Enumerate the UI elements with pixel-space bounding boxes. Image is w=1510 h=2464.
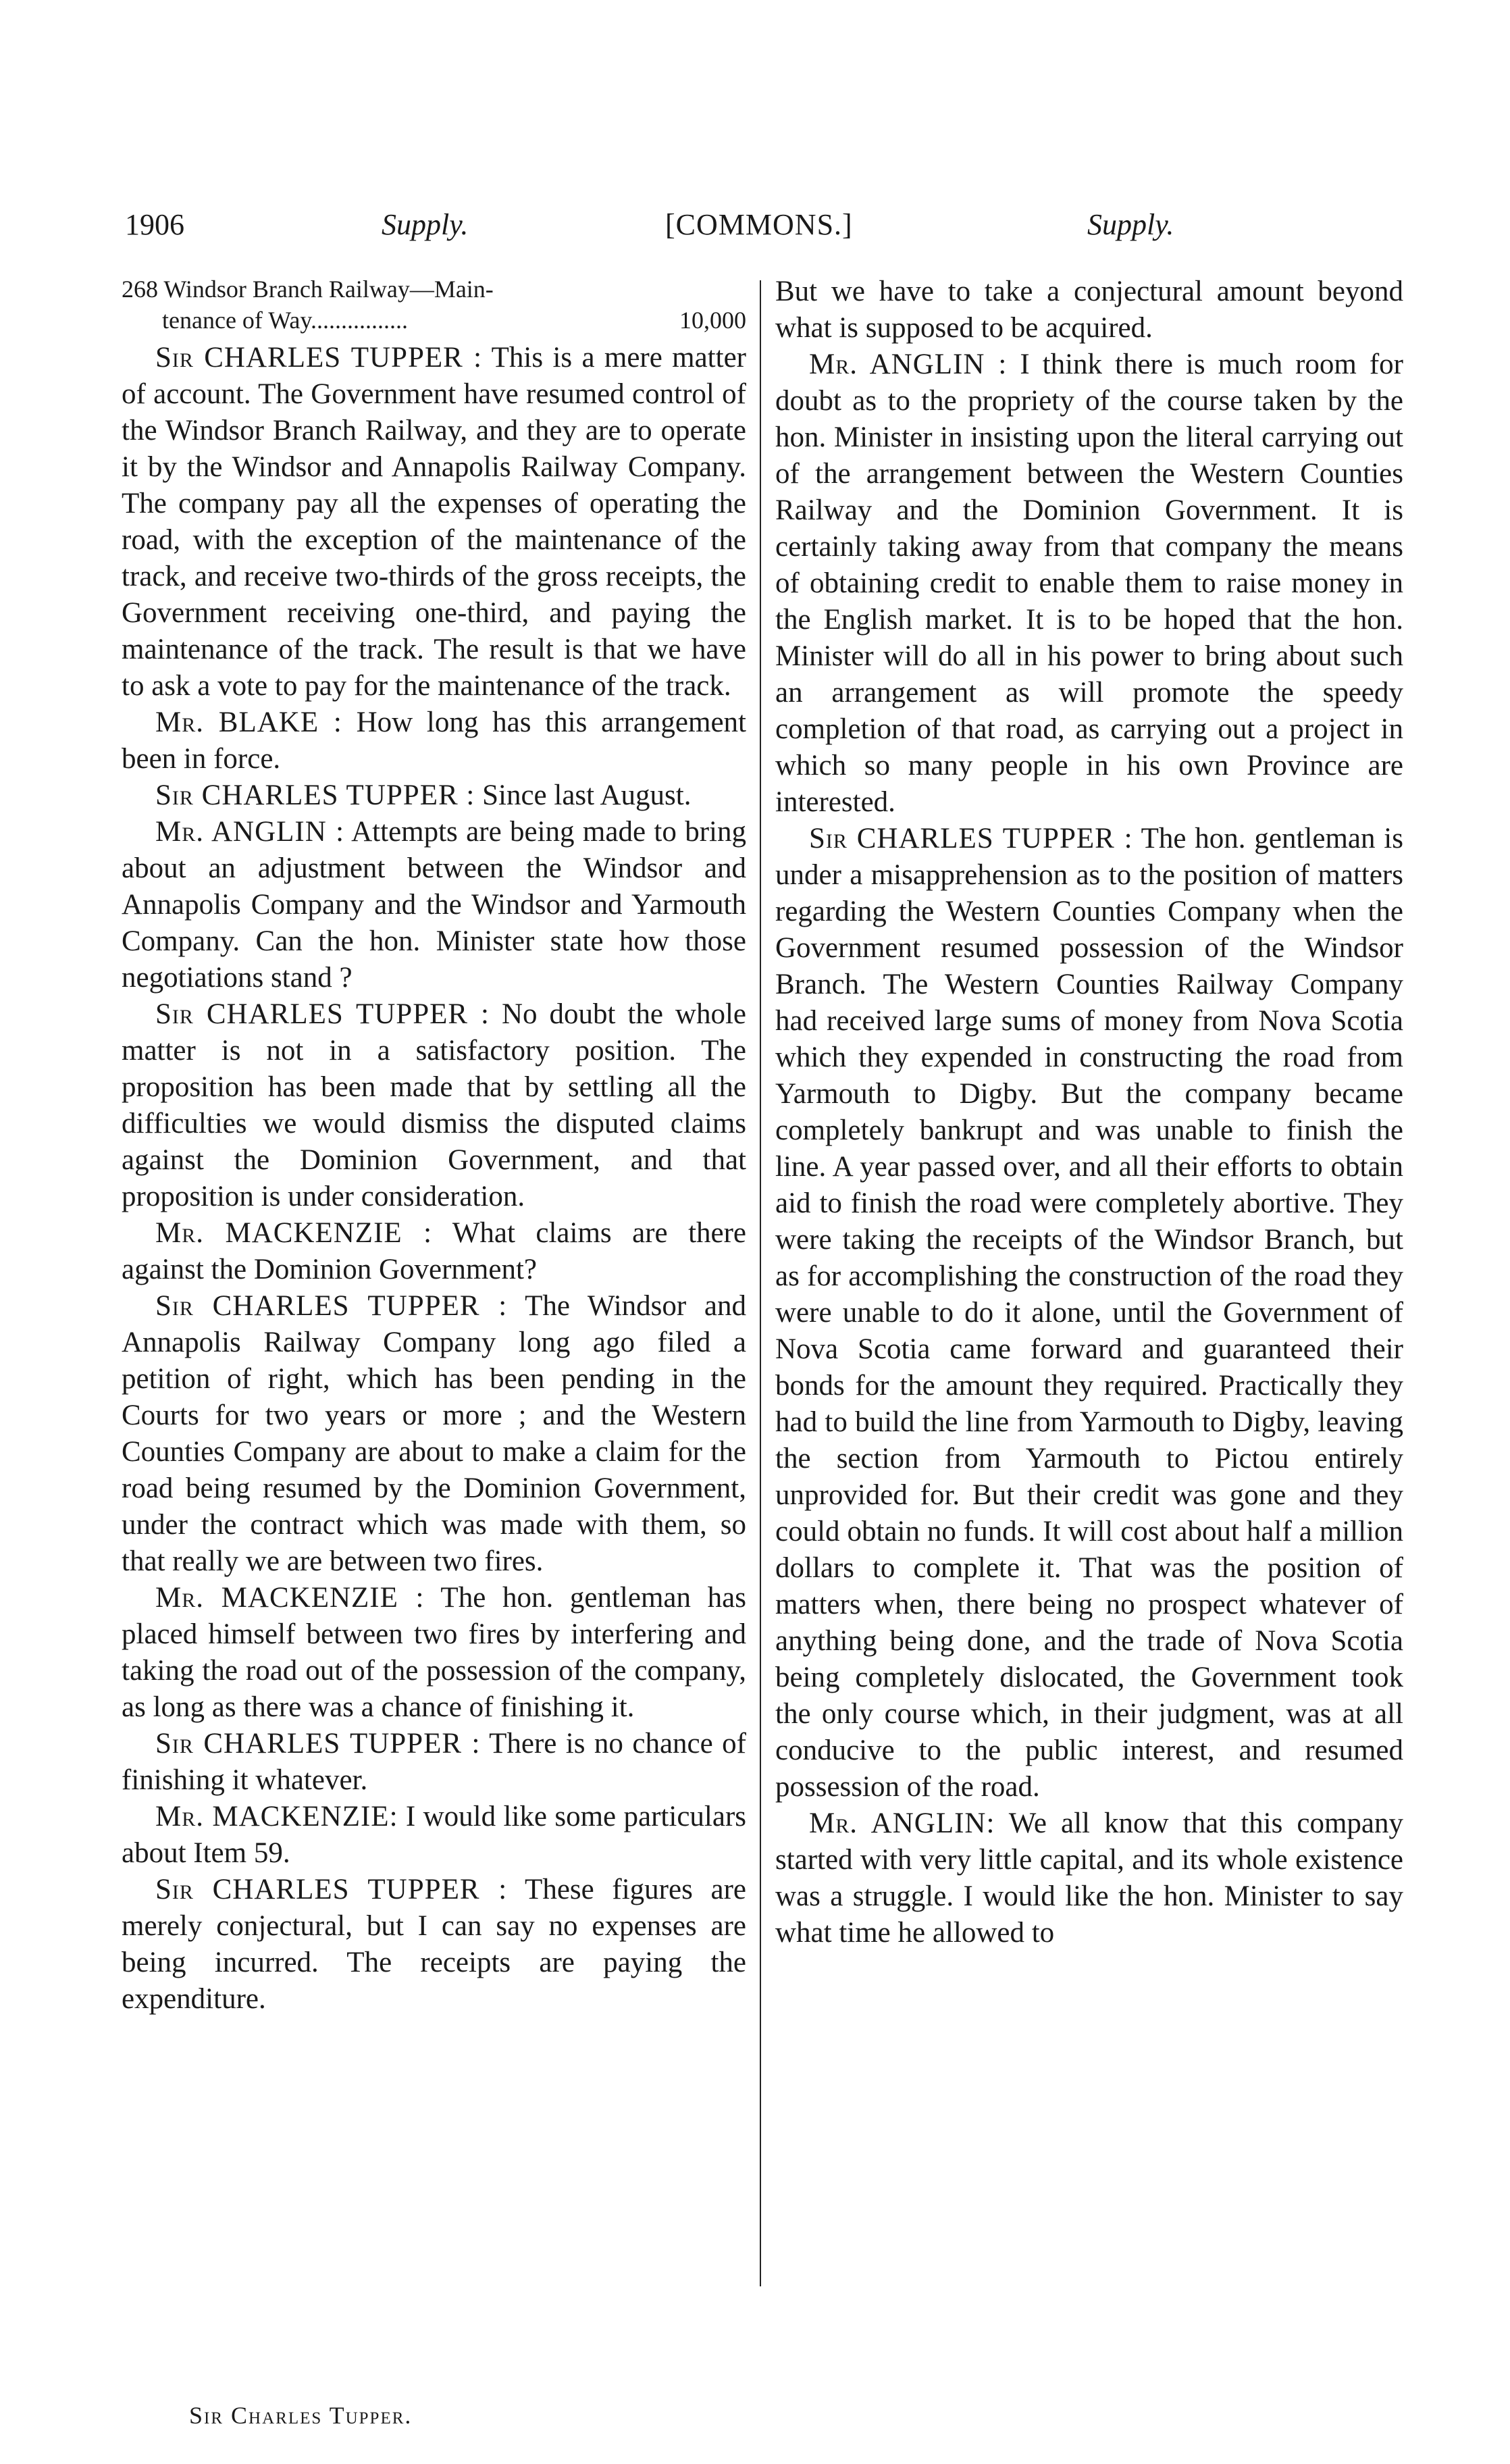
right-column: [775, 274, 1403, 1951]
speech-paragraph: [122, 1288, 746, 1580]
speech-paragraph: [775, 821, 1403, 1805]
speaker-name: Sir CHARLES TUPPER :: [155, 1290, 508, 1322]
page-number: 1906: [125, 208, 184, 241]
speaker-name: Sir CHARLES TUPPER :: [155, 342, 483, 374]
left-column: [122, 274, 746, 2018]
right-paragraphs: [775, 274, 1403, 1951]
right-running-title: Supply.: [1087, 208, 1174, 241]
speech-text: We all know that this company started with very little capital, and its whole existence was a struggle. I would like the hon. Minister to say what time he allowed to: [775, 1807, 1403, 1949]
speaker-name: Mr. ANGLIN :: [809, 349, 1008, 380]
speech-paragraph: [775, 274, 1403, 346]
left-paragraphs: [122, 340, 746, 2018]
column-divider: [760, 280, 761, 2286]
supply-item-continuation: [122, 305, 746, 336]
speaker-name: Mr. MACKENZIE:: [155, 1801, 398, 1832]
speaker-name: Mr. ANGLIN :: [155, 816, 345, 848]
speech-text: Since last August.: [475, 779, 692, 811]
running-head: [125, 201, 1205, 249]
speech-paragraph: [122, 777, 746, 814]
speech-paragraph: [775, 1805, 1403, 1951]
speaker-name: Mr. MACKENZIE :: [155, 1217, 433, 1249]
speech-text: The Windsor and Annapolis Railway Company long ago filed a petition of right, which has been pending in the Courts for two years or more ; and the Western Counties Company are about to make a claim for the road being resumed by the Dominion Government, under the contract which was made with them, so that really we are between two fires.: [122, 1290, 746, 1577]
supply-item: [122, 274, 746, 336]
supply-item-amount: 10,000: [679, 307, 746, 334]
speaker-name: Sir CHARLES TUPPER :: [155, 998, 490, 1030]
speaker-name: Mr. BLAKE :: [155, 707, 342, 738]
speech-paragraph: [122, 814, 746, 996]
speech-paragraph: [122, 1799, 746, 1872]
speech-text: The hon. gentleman is under a misapprehension as to the position of matters regarding the Western Counties Company when the Government resumed possession of the Windsor Branch. The Western Counties Railway Company had received large sums of money from Nova Scotia which they expended in constructing the road from Yarmouth to Digby. But the company became completely bankrupt and was unable to finish the line. A year passed over, and all their efforts to obtain aid to finish the road were completely abortive. They were taking the receipts of the Windsor Branch, but as for accomplishing the construction of the road they were unable to do it alone, until the Government of Nova Scotia came forward and guaranteed their bonds for the amount they required. Practically they had to build the line from Yarmouth to Digby, leaving the section from Yarmouth to Pictou entirely unprovided for. But their credit was gone and they could obtain no funds. It will cost about half a million dollars to complete it. That was the position of matters when, there being no prospect whatever of anything being done, and the trade of Nova Scotia being completely dislocated, the Government took the only course which, in their judgment, was at all conducive to the public interest, and resumed possession of the road.: [775, 823, 1403, 1803]
speech-paragraph: [122, 704, 746, 777]
speech-text: I would like some particulars about Item 59.: [122, 1801, 746, 1869]
speech-paragraph: [122, 1580, 746, 1726]
speech-text: But we have to take a conjectural amount beyond what is supposed to be acquired.: [775, 276, 1403, 344]
speech-text: Attempts are being made to bring about an adjustment between the Windsor and Annapolis Company and the Windsor and Yarmouth Company. Can the hon. Minister state how those negotiations stand ?: [122, 816, 747, 994]
speech-text: What claims are there against the Dominion Government?: [122, 1217, 747, 1285]
speech-text: I think there is much room for doubt as to the propriety of the course taken by the hon. Minister in insisting upon the literal carrying out of the arrangement between the Western Counties Railway and the Dominion Government. It is certainly taking away from that company the means of obtaining credit to enable them to raise money in the English market. It is to be hoped that the hon. Minister will do all in his power to bring about such an arrangement as will promote the speedy completion of that road, as carrying out a project in which so many people in his own Province are interested.: [775, 349, 1403, 818]
speaker-name: Sir CHARLES TUPPER :: [155, 779, 475, 811]
speaker-name: Sir CHARLES TUPPER :: [809, 823, 1133, 854]
speech-text: This is a mere matter of account. The Government have resumed control of the Windsor Branch Railway, and they are to operate it by the Windsor and Annapolis Railway Company. The company pay all the expenses of operating the road, with the exception of the maintenance of the track, and receive two-thirds of the gross receipts, the Government receiving one-third, and paying the maintenance of the track. The result is that we have to ask a vote to pay for the maintenance of the track.: [122, 342, 746, 702]
speech-paragraph: [122, 1215, 746, 1288]
speech-text: These figures are merely conjectural, but I can say no expenses are being incurred. The receipts are paying the expenditure.: [122, 1874, 746, 2015]
left-running-title: Supply.: [382, 208, 469, 241]
speech-paragraph: [122, 1726, 746, 1799]
footer-signature: Sir Charles Tupper.: [189, 2402, 413, 2429]
speech-paragraph: [122, 340, 746, 704]
speech-text: How long has this arrangement been in force.: [122, 707, 746, 775]
speaker-name: Sir CHARLES TUPPER :: [155, 1728, 481, 1760]
speech-paragraph: [122, 996, 746, 1215]
supply-item-title: 268 Windsor Branch Railway—Main-: [122, 276, 494, 303]
speech-text: There is no chance of finishing it whatever.: [122, 1728, 746, 1796]
speaker-name: Mr. MACKENZIE :: [155, 1582, 425, 1614]
speech-text: The hon. gentleman has placed himself between two fires by interfering and taking the road out of the possession of the company, as long as there was a chance of finishing it.: [122, 1582, 746, 1723]
speech-paragraph: [122, 1872, 746, 2018]
speaker-name: Mr. ANGLIN:: [809, 1807, 995, 1839]
speaker-name: Sir CHARLES TUPPER :: [155, 1874, 508, 1905]
supply-item-subtitle: tenance of Way................: [162, 307, 408, 334]
speech-text: No doubt the whole matter is not in a satisfactory position. The proposition has been made that by settling all the difficulties we would dismiss the disputed claims against the Dominion Government, and that proposition is under consideration.: [122, 998, 746, 1212]
center-running-title: [COMMONS.]: [665, 208, 853, 241]
speech-paragraph: [775, 346, 1403, 821]
